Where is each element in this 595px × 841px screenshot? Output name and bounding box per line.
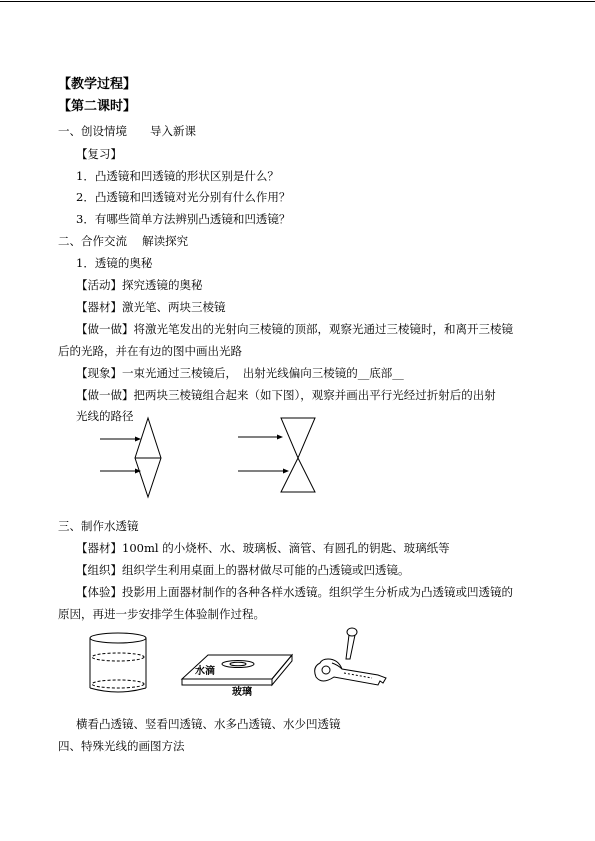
- question-3: 3．有哪些简单方法辨别凸透镜和凹透镜？: [76, 212, 291, 226]
- water-drop-outer: [222, 661, 254, 668]
- heading-part-one: 一、创设情境 导入新课: [58, 124, 196, 138]
- beaker-figure: [86, 630, 156, 700]
- arrow-head-top: [277, 435, 283, 440]
- activity-line: 【活动】探究透镜的奥秘: [76, 278, 203, 292]
- phenomenon-line: [76, 366, 404, 380]
- glass-plate-side: [272, 655, 292, 685]
- materials-line: 【器材】激光笔、两块三棱镜: [76, 300, 226, 314]
- glass-plate-figure: [180, 652, 295, 697]
- section-title-teaching-process: 【教学过程】: [58, 77, 137, 92]
- glass-plate-front: [182, 679, 272, 685]
- concave-prism-figure: [235, 415, 325, 497]
- phenomenon-answer: __底部__: [357, 366, 404, 380]
- water-level-top: [92, 653, 144, 661]
- question-2: 2．凸透镜和凹透镜对光分别有什么作用？: [76, 190, 291, 204]
- try-it-line-2-cont: 光线的路径: [76, 409, 134, 423]
- water-drop-inner: [230, 662, 246, 666]
- try-it-line-1-cont: 后的光路，并在有边的图中画出光路: [58, 344, 242, 358]
- dropper-key-figure: [308, 625, 388, 690]
- glass-label: 玻璃: [232, 687, 252, 698]
- summary-line: 横看凸透镜、竖看凹透镜、水多凸透镜、水少凹透镜: [76, 717, 341, 731]
- experience-line-cont: 原因，再进一步安排学生体验制作过程。: [58, 607, 265, 621]
- key-outline: [315, 659, 386, 685]
- heading-part-three: 三、制作水透镜: [58, 519, 139, 533]
- organize-line: 【组织】组织学生利用桌面上的器材做尽可能的凸透镜或凹透镜。: [76, 563, 410, 577]
- upper-prism: [281, 418, 315, 458]
- try-it-line-2: 【做一做】把两块三棱镜组合起来（如下图），观察并画出平行光经过折射后的出射: [76, 388, 496, 402]
- section-title-second-lesson: 【第二课时】: [58, 99, 137, 114]
- dropper-tube: [346, 635, 355, 659]
- materials-line-2: 【器材】100ml 的小烧杯、水、玻璃板、滴管、有圆孔的钥匙、玻璃纸等: [76, 541, 450, 555]
- heading-part-two: 二、合作交流 解读探究: [58, 234, 189, 248]
- water-level-bottom: [92, 680, 144, 688]
- water-drop-label: 水滴: [195, 666, 215, 677]
- dropper-bulb: [347, 628, 357, 636]
- top-border-line: [0, 1, 595, 2]
- experience-line: 【体验】投影用上面器材制作的各种各样水透镜。组织学生分析成为凸透镜或凹透镜的: [76, 585, 513, 599]
- beaker-rim: [90, 633, 146, 643]
- try-it-line-1: 【做一做】将激光笔发出的光射向三棱镜的顶部，观察光通过三棱镜时，和离开三棱镜: [76, 322, 513, 336]
- heading-part-four: 四、特殊光线的画图方法: [58, 739, 185, 753]
- phenomenon-text: 【现象】一束光通过三棱镜后， 出射光线偏向三棱镜的: [76, 366, 358, 380]
- question-1: 1．凸透镜和凹透镜的形状区别是什么？: [76, 169, 279, 183]
- beaker-bottom: [90, 688, 146, 692]
- sub-heading-lens: 1．透镜的奥秘: [76, 256, 153, 270]
- label-review: 【复习】: [76, 147, 122, 161]
- key-hole: [322, 666, 330, 674]
- arrow-head-bottom: [283, 469, 289, 474]
- lower-prism: [281, 458, 315, 492]
- convex-prism-figure: [95, 415, 185, 497]
